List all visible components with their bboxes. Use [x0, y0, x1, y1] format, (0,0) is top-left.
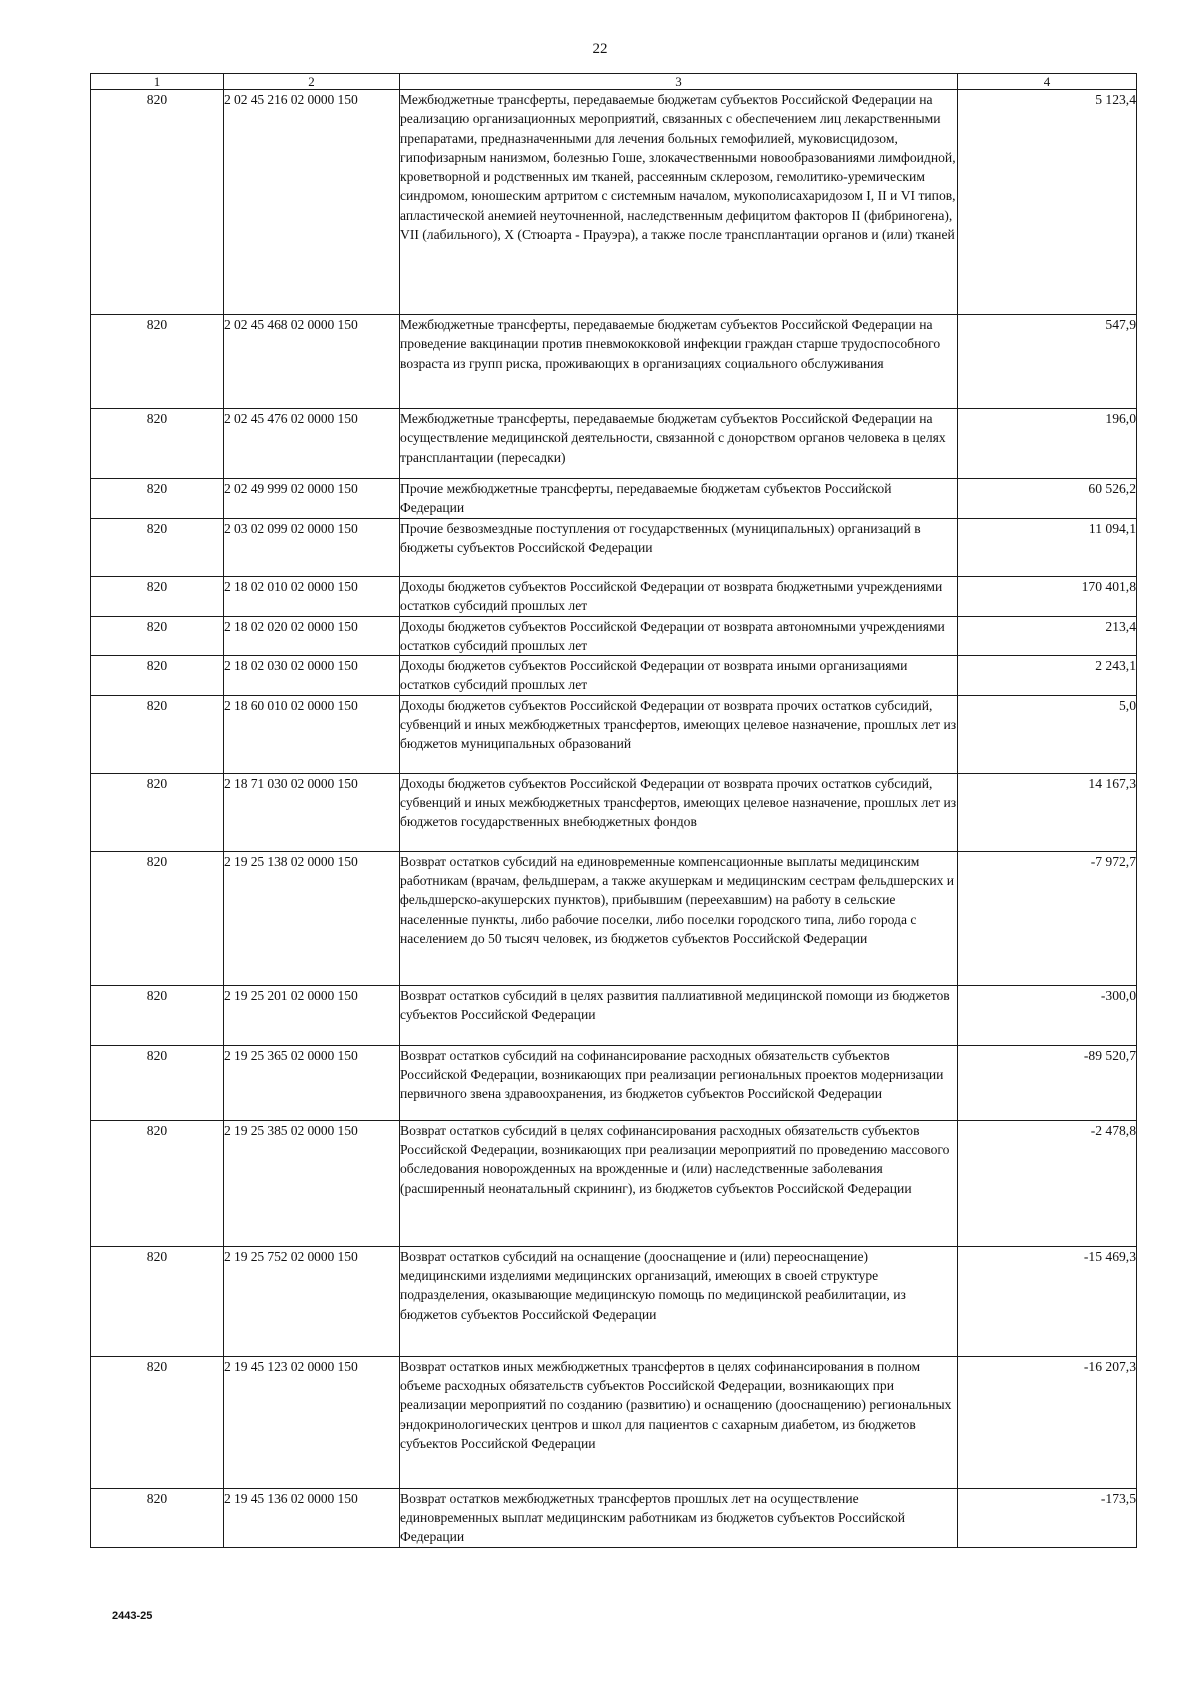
budget-classification-code-cell: 2 19 25 752 02 0000 150 — [224, 1246, 400, 1356]
budget-classification-code-cell: 2 19 25 385 02 0000 150 — [224, 1120, 400, 1246]
document-footer-code: 2443-25 — [112, 1610, 153, 1622]
revenue-name-cell: Доходы бюджетов субъектов Российской Федерации от возврата иными организациями остатков субсидий прошлых лет — [400, 656, 958, 696]
amount-cell: -173,5 — [958, 1488, 1137, 1547]
budget-classification-code-cell: 2 02 45 216 02 0000 150 — [224, 90, 400, 315]
revenue-name-cell: Прочие межбюджетные трансферты, передаваемые бюджетам субъектов Российской Федерации — [400, 479, 958, 519]
amount-cell: -15 469,3 — [958, 1246, 1137, 1356]
revenue-name-cell: Возврат остатков иных межбюджетных трансфертов в целях софинансирования в полном объеме расходных обязательств субъектов Российской Федерации, возникающих при реализации мероприятий по созданию (развитию) и оснащению (дооснащению) региональных эндокринологических центров и школ для пациентов с сахарным диабетом, из бюджетов субъектов Российской Федерации — [400, 1356, 958, 1488]
revenue-name-cell: Возврат остатков субсидий в целях софинансирования расходных обязательств субъектов Российской Федерации, возникающих при реализации мероприятий по проведению массового обследования новорожденных на врожденные и (или) наследственные заболевания (расширенный неонатальный скрининг), из бюджетов субъектов Российской Федерации — [400, 1120, 958, 1246]
revenue-name-cell: Доходы бюджетов субъектов Российской Федерации от возврата бюджетными учреждениями остатков субсидий прошлых лет — [400, 577, 958, 617]
budget-classification-code-cell: 2 19 45 123 02 0000 150 — [224, 1356, 400, 1488]
budget-classification-code-cell: 2 02 45 476 02 0000 150 — [224, 409, 400, 479]
budget-classification-code-cell: 2 03 02 099 02 0000 150 — [224, 519, 400, 577]
revenue-name-cell: Возврат остатков субсидий в целях развития паллиативной медицинской помощи из бюджетов субъектов Российской Федерации — [400, 985, 958, 1045]
admin-code-cell: 820 — [91, 479, 224, 519]
revenue-name-cell: Возврат остатков субсидий на единовременные компенсационные выплаты медицинским работникам (врачам, фельдшерам, а также акушеркам и медицинским сестрам фельдшерских и фельдшерско-акушерских пунктов), прибывшим (переехавшим) на работу в сельские населенные пункты, либо рабочие поселки, либо поселки городского типа, либо города с населением до 50 тысяч человек, из бюджетов субъектов Российской Федерации — [400, 851, 958, 985]
amount-cell: 60 526,2 — [958, 479, 1137, 519]
amount-cell: 196,0 — [958, 409, 1137, 479]
admin-code-cell: 820 — [91, 985, 224, 1045]
budget-classification-code-cell: 2 18 60 010 02 0000 150 — [224, 695, 400, 773]
table-row — [91, 851, 1137, 985]
budget-revenue-table — [90, 73, 1137, 1548]
table-row — [91, 656, 1137, 696]
revenue-name-cell: Возврат остатков субсидий на софинансирование расходных обязательств субъектов Российской Федерации, возникающих при реализации региональных проектов модернизации первичного звена здравоохранения, из бюджетов субъектов Российской Федерации — [400, 1045, 958, 1120]
revenue-name-cell: Возврат остатков субсидий на оснащение (дооснащение и (или) переоснащение) медицинскими изделиями медицинских организаций, имеющих в своей структуре подразделения, оказывающие медицинскую помощь по медицинской реабилитации, из бюджетов субъектов Российской Федерации — [400, 1246, 958, 1356]
budget-classification-code-cell: 2 18 02 020 02 0000 150 — [224, 616, 400, 656]
revenue-name-cell: Межбюджетные трансферты, передаваемые бюджетам субъектов Российской Федерации на проведение вакцинации против пневмококковой инфекции граждан старше трудоспособного возраста из групп риска, проживающих в организациях социального обслуживания — [400, 315, 958, 409]
budget-classification-code-cell: 2 19 45 136 02 0000 150 — [224, 1488, 400, 1547]
admin-code-cell: 820 — [91, 656, 224, 696]
table-row — [91, 409, 1137, 479]
budget-classification-code-cell: 2 18 02 010 02 0000 150 — [224, 577, 400, 617]
table-row — [91, 695, 1137, 773]
revenue-name-cell: Доходы бюджетов субъектов Российской Федерации от возврата автономными учреждениями остатков субсидий прошлых лет — [400, 616, 958, 656]
table-body — [91, 90, 1137, 1548]
admin-code-cell: 820 — [91, 1045, 224, 1120]
revenue-name-cell: Доходы бюджетов субъектов Российской Федерации от возврата прочих остатков субсидий, субвенций и иных межбюджетных трансфертов, имеющих целевое назначение, прошлых лет из бюджетов муниципальных образований — [400, 695, 958, 773]
table-row — [91, 519, 1137, 577]
header-row — [91, 74, 1137, 90]
amount-cell: 11 094,1 — [958, 519, 1137, 577]
budget-classification-code-cell: 2 18 02 030 02 0000 150 — [224, 656, 400, 696]
amount-cell: -7 972,7 — [958, 851, 1137, 985]
table-row — [91, 1246, 1137, 1356]
table-row — [91, 1045, 1137, 1120]
admin-code-cell: 820 — [91, 1120, 224, 1246]
table-row — [91, 1356, 1137, 1488]
amount-cell: 170 401,8 — [958, 577, 1137, 617]
amount-cell: -16 207,3 — [958, 1356, 1137, 1488]
amount-cell: -2 478,8 — [958, 1120, 1137, 1246]
admin-code-cell: 820 — [91, 1356, 224, 1488]
table-row — [91, 479, 1137, 519]
table-row — [91, 773, 1137, 851]
revenue-name-cell: Прочие безвозмездные поступления от государственных (муниципальных) организаций в бюджеты субъектов Российской Федерации — [400, 519, 958, 577]
amount-cell: 14 167,3 — [958, 773, 1137, 851]
admin-code-cell: 820 — [91, 1488, 224, 1547]
page-number: 22 — [592, 41, 608, 57]
admin-code-cell: 820 — [91, 315, 224, 409]
table-row — [91, 577, 1137, 617]
admin-code-cell: 820 — [91, 1246, 224, 1356]
amount-cell: 2 243,1 — [958, 656, 1137, 696]
admin-code-cell: 820 — [91, 851, 224, 985]
table-row — [91, 315, 1137, 409]
table-row — [91, 1120, 1137, 1246]
amount-cell: 5,0 — [958, 695, 1137, 773]
table-header — [91, 74, 1137, 90]
table-row — [91, 616, 1137, 656]
amount-cell: -89 520,7 — [958, 1045, 1137, 1120]
admin-code-cell: 820 — [91, 695, 224, 773]
amount-cell: 213,4 — [958, 616, 1137, 656]
amount-cell: 547,9 — [958, 315, 1137, 409]
admin-code-cell: 820 — [91, 773, 224, 851]
column-header-4: 4 — [958, 74, 1137, 90]
admin-code-cell: 820 — [91, 616, 224, 656]
column-header-3: 3 — [400, 74, 958, 90]
budget-classification-code-cell: 2 18 71 030 02 0000 150 — [224, 773, 400, 851]
table-row — [91, 985, 1137, 1045]
revenue-name-cell: Возврат остатков межбюджетных трансфертов прошлых лет на осуществление единовременных выплат медицинским работникам из бюджетов субъектов Российской Федерации — [400, 1488, 958, 1547]
column-header-2: 2 — [224, 74, 400, 90]
column-header-1: 1 — [91, 74, 224, 90]
admin-code-cell: 820 — [91, 90, 224, 315]
table-row — [91, 90, 1137, 315]
admin-code-cell: 820 — [91, 519, 224, 577]
budget-classification-code-cell: 2 19 25 201 02 0000 150 — [224, 985, 400, 1045]
admin-code-cell: 820 — [91, 577, 224, 617]
budget-classification-code-cell: 2 19 25 138 02 0000 150 — [224, 851, 400, 985]
revenue-name-cell: Межбюджетные трансферты, передаваемые бюджетам субъектов Российской Федерации на осуществление медицинской деятельности, связанной с донорством органов человека в целях трансплантации (пересадки) — [400, 409, 958, 479]
amount-cell: -300,0 — [958, 985, 1137, 1045]
budget-classification-code-cell: 2 02 49 999 02 0000 150 — [224, 479, 400, 519]
revenue-name-cell: Межбюджетные трансферты, передаваемые бюджетам субъектов Российской Федерации на реализацию организационных мероприятий, связанных с обеспечением лиц лекарственными препаратами, предназначенными для лечения больных гемофилией, муковисцидозом, гипофизарным нанизмом, болезнью Гоше, злокачественными новообразованиями лимфоидной, кроветворной и родственных им тканей, рассеянным склерозом, гемолитико-уремическим синдромом, юношеским артритом с системным началом, мукополисахаридозом I, II и VI типов, апластической анемией неуточненной, наследственным дефицитом факторов II (фибриногена), VII (лабильного), X (Стюарта - Прауэра), а также после трансплантации органов и (или) тканей — [400, 90, 958, 315]
table-row — [91, 1488, 1137, 1547]
budget-classification-code-cell: 2 19 25 365 02 0000 150 — [224, 1045, 400, 1120]
admin-code-cell: 820 — [91, 409, 224, 479]
revenue-name-cell: Доходы бюджетов субъектов Российской Федерации от возврата прочих остатков субсидий, субвенций и иных межбюджетных трансфертов, имеющих целевое назначение, прошлых лет из бюджетов государственных внебюджетных фондов — [400, 773, 958, 851]
amount-cell: 5 123,4 — [958, 90, 1137, 315]
budget-classification-code-cell: 2 02 45 468 02 0000 150 — [224, 315, 400, 409]
